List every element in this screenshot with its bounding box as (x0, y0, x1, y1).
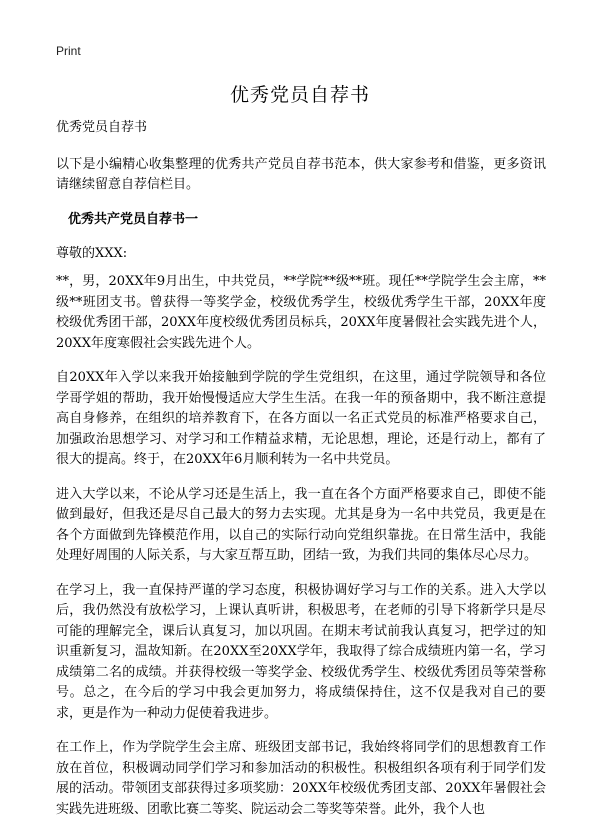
body-paragraph-3: 进入大学以来，不论从学习还是生活上，我一直在各个方面严格要求自己，即使不能做到最好，但我还是尽自己最大的努力去实现。尤其是身为一名中共党员，我更是在各个方面做到先锋模范作用，以自己的实际行动向党组织靠拢。在日常生活中，我能处理好周围的人际关系，与大家互帮互助，团结一致，为我们共同的集体尽心尽力。 (56, 486, 546, 563)
document-subtitle: 优秀党员自荐书 (56, 120, 148, 135)
intro-paragraph: 以下是小编精心收集整理的优秀共产党员自荐书范本，供大家参考和借鉴，更多资讯请继续留意自荐信栏目。 (56, 156, 546, 192)
body-paragraph-4: 在学习上，我一直保持严谨的学习态度，积极协调好学习与工作的关系。进入大学以后，我仍然没有放松学习，上课认真听讲，积极思考，在老师的引导下将新学只是尽可能的理解完全，课后认真复习，加以巩固。在期末考试前我认真复习，把学过的知识重新复习，温故知新。在20XX至20XX学年，我取得了综合成绩班内第一名，学习成绩第二名的成绩。并获得校级一等奖学金、校级优秀学生、校级优秀团员等荣誉称号。总之，在今后的学习中我会更加努力，将成绩保持住，这不仅是我对自己的要求，更是作为一种动力促使着我进步。 (56, 582, 546, 721)
body-paragraph-2: 自20XX年入学以来我开始接触到学院的学生党组织，在这里，通过学院领导和各位学哥学姐的帮助，我开始慢慢适应大学生生活。在我一年的预备期中，我不断注意提高自身修养，在组织的培养教育下，在各方面以一名正式党员的标准严格要求自己，加强政治思想学习、对学习和工作精益求精，无论思想，理论，还是行动上，都有了很大的提高。终于，在20XX年6月顺利转为一名中共党员。 (56, 370, 546, 467)
section-heading: 优秀共产党员自荐书一 (68, 211, 199, 227)
document-title: 优秀党员自荐书 (229, 84, 370, 106)
body-paragraph-1: **，男，20XX年9月出生，中共党员，**学院**级**班。现任**学院学生会主席，**级**班团支书。曾获得一等奖学金，校级优秀学生，校级优秀学生干部，20XX年度校级优秀团干部，20XX年度校级优秀团员标兵，20XX年度暑假社会实践先进个人，20XX年度寒假社会实践先进个人。 (56, 274, 546, 351)
document-body (56, 118, 546, 828)
print-link[interactable]: Print (56, 44, 81, 58)
salutation: 尊敬的XXX: (56, 245, 128, 261)
body-paragraph-5: 在工作上，作为学院学生会主席、班级团支部书记，我始终将同学们的思想教育工作放在首位，积极调动同学们学习和参加活动的积极性。积极组织各项有利于同学们发展的活动。带领团支部获得过多项奖励：20XX年校级优秀团支部、20XX年暑假社会实践先进班级、团歌比赛二等奖、院运动会二等奖等荣誉。此外，我个人也 (56, 740, 546, 817)
